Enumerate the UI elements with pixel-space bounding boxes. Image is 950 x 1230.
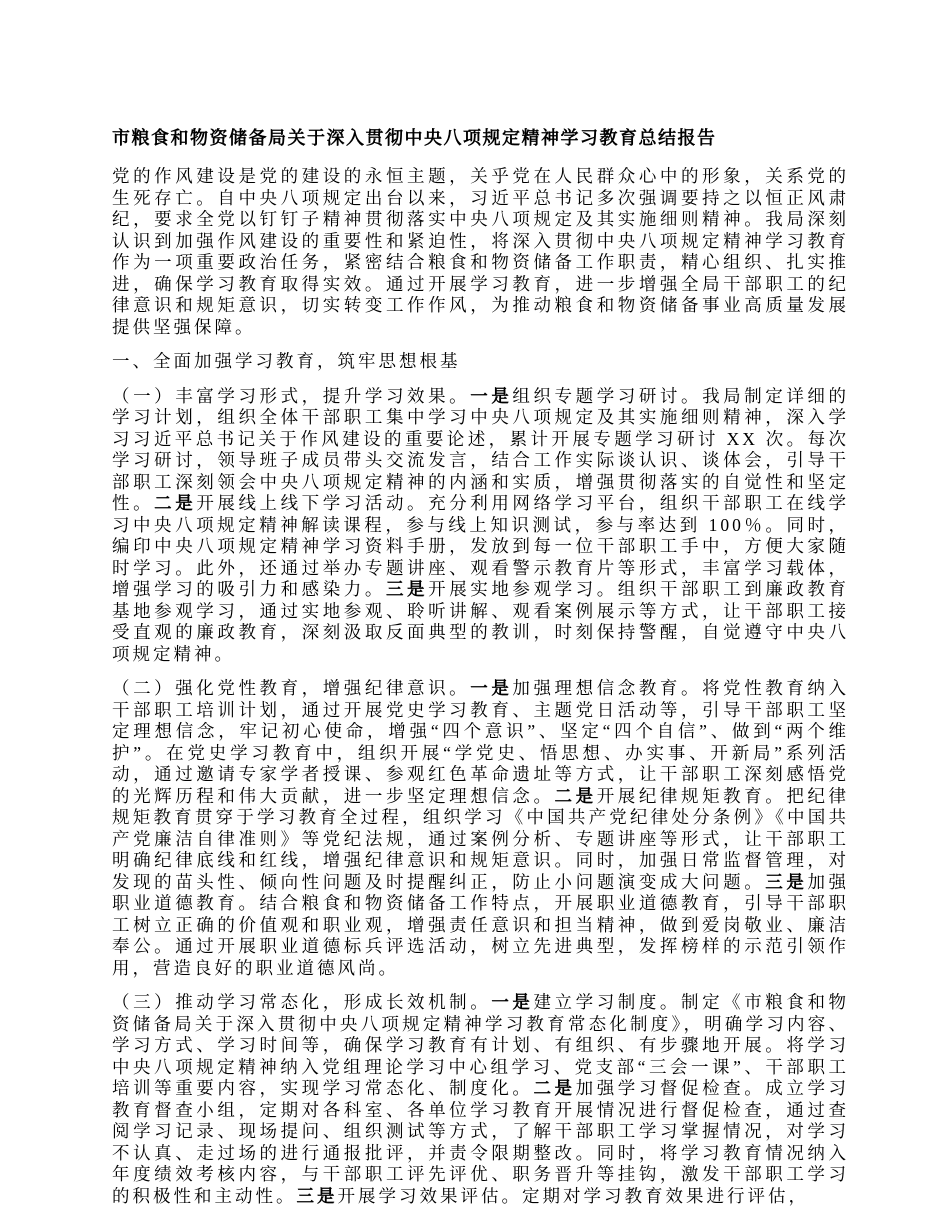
text-run: 开展纪律规矩教育。把纪律规矩教育贯穿于学习教育全过程，组织学习《中国共产党纪律处分条例》《中国共产党廉洁自律准则》等党纪法规，通过案例分析、专题讲座等形式，让干部职工明确纪律底线和红线，增强纪律意识和规矩意识。同时，加强日常监督管理，对发现的苗头性、倾向性问题及时提醒纠正，防止小问题演变成大问题。 (112, 785, 850, 892)
bold-text-run: 二是 (154, 493, 197, 513)
bold-text-run: 三是 (385, 579, 429, 599)
text-run: 开展线上线下学习活动。充分利用网络学习平台，组织干部职工在线学习中央八项规定精神解读课程，参与线上知识测试，参与率达到 100％。同时，编印中央八项规定精神学习资料手册，发放到每一位干部职工手中，方便大家随时学习。此外，还通过举办专题讲座、观看警示教育片等形式，丰富学习载体，增强学习的吸引力和感染力。 (112, 493, 850, 599)
text-run: 加强职业道德教育。结合粮食和物资储备工作特点，开展职业道德教育，引导干部职工树立正确的价值观和职业观，增强责任意识和担当精神，做到爱岗敬业、廉洁奉公。通过开展职业道德标兵评选活动，树立先进典型，发挥榜样的示范引领作用，营造良好的职业道德风尚。 (112, 871, 850, 978)
text-run: 党的作风建设是党的建设的永恒主题，关乎党在人民群众心中的形象，关系党的生死存亡。自中央八项规定出台以来，习近平总书记多次强调要持之以恒正风肃纪，要求全党以钉钉子精神贯彻落实中央八项规定及其实施细则精神。我局深刻认识到加强作风建设的重要性和紧迫性，将深入贯彻中央八项规定精神学习教育作为一项重要政治任务，紧密结合粮食和物资储备工作职责，精心组织、扎实推进，确保学习教育取得实效。通过开展学习教育，进一步增强全局干部职工的纪律意识和规矩意识，切实转变工作作风，为推动粮食和物资储备事业高质量发展提供坚强保障。 (112, 166, 849, 337)
paragraph (112, 166, 849, 338)
text-run: 一、全面加强学习教育，筑牢思想根基 (112, 351, 461, 371)
bold-text-run: 一是 (470, 385, 513, 406)
text-run: 开展实地参观学习。组织干部职工到廉政教育基地参观学习，通过实地参观、聆听讲解、观看案例展示等方式，让干部职工接受直观的廉政教育，深刻汲取反面典型的教训，时刻保持警醒，自觉遵守中央八项规定精神。 (112, 579, 850, 664)
text-run: 组织专题学习研讨。我局制定详细的学习计划，组织全体干部职工集中学习中央八项规定及其实施细则精神，深入学习习近平总书记关于作风建设的重要论述，累计开展专题学习研讨 XX 次。每次学习研讨，领导班子成员带头交流发言，结合工作实际谈认识、谈体会，引导干部职工深刻领会中央八项规定精神的内涵和实质，增强贯彻落实的自觉性和坚定性。 (112, 385, 850, 513)
document-body (112, 166, 849, 1207)
section-heading (112, 351, 849, 373)
text-run: 建立学习制度。制定《市粮食和物资储备局关于深入贯彻中央八项规定精神学习教育常态化制度》，明确学习内容、学习方式、学习时间等，确保学习教育有计划、有组织、有步骤地开展。将学习中央八项规定精神纳入党组理论学习中心组学习、党支部“三会一课”、干部职工培训等重要内容，实现学习常态化、制度化。 (112, 992, 850, 1098)
bold-text-run: 二是 (554, 785, 597, 806)
text-run: 加强学习督促检查。成立学习教育督查小组，定期对各科室、各单位学习教育开展情况进行督促检查，通过查阅学习记录、现场提问、组织测试等方式，了解干部职工学习掌握情况，对学习不认真、走过场的进行通报批评，并责令限期整改。同时，将学习教育情况纳入年度绩效考核内容，与干部职工评先评优、职务晋升等挂钩，激发干部职工学习的积极性和主动性。 (112, 1078, 850, 1206)
bold-text-run: 一是 (491, 992, 534, 1012)
text-run: 开展学习效果评估。定期对学习教育效果进行评估， (337, 1185, 809, 1206)
text-run: （三）推动学习常态化，形成长效机制。 (112, 992, 492, 1012)
bold-text-run: 二是 (533, 1078, 576, 1098)
bold-text-run: 一是 (470, 678, 513, 698)
document-content (112, 127, 849, 1220)
bold-text-run: 三是 (296, 1185, 338, 1206)
document-title: 市粮食和物资储备局关于深入贯彻中央八项规定精神学习教育总结报告 (112, 128, 717, 148)
paragraph (112, 678, 849, 979)
paragraph (112, 992, 849, 1207)
paragraph (112, 386, 849, 666)
bold-text-run: 三是 (765, 871, 808, 892)
text-run: （二）强化党性教育，增强纪律意识。 (112, 678, 471, 698)
text-run: （一）丰富学习形式，提升学习效果。 (112, 385, 471, 406)
text-run: 加强理想信念教育。将党性教育纳入干部职工培训计划，通过开展党史学习教育、主题党日活动等，引导干部职工坚定理想信念，牢记初心使命，增强“四个意识”、坚定“四个自信”、做到“两个维护”。在党史学习教育中，组织开展“学党史、悟思想、办实事、开新局”系列活动，通过邀请专家学者授课、参观红色革命遗址等方式，让干部职工深刻感悟党的光辉历程和伟大贡献，进一步坚定理想信念。 (112, 678, 850, 806)
